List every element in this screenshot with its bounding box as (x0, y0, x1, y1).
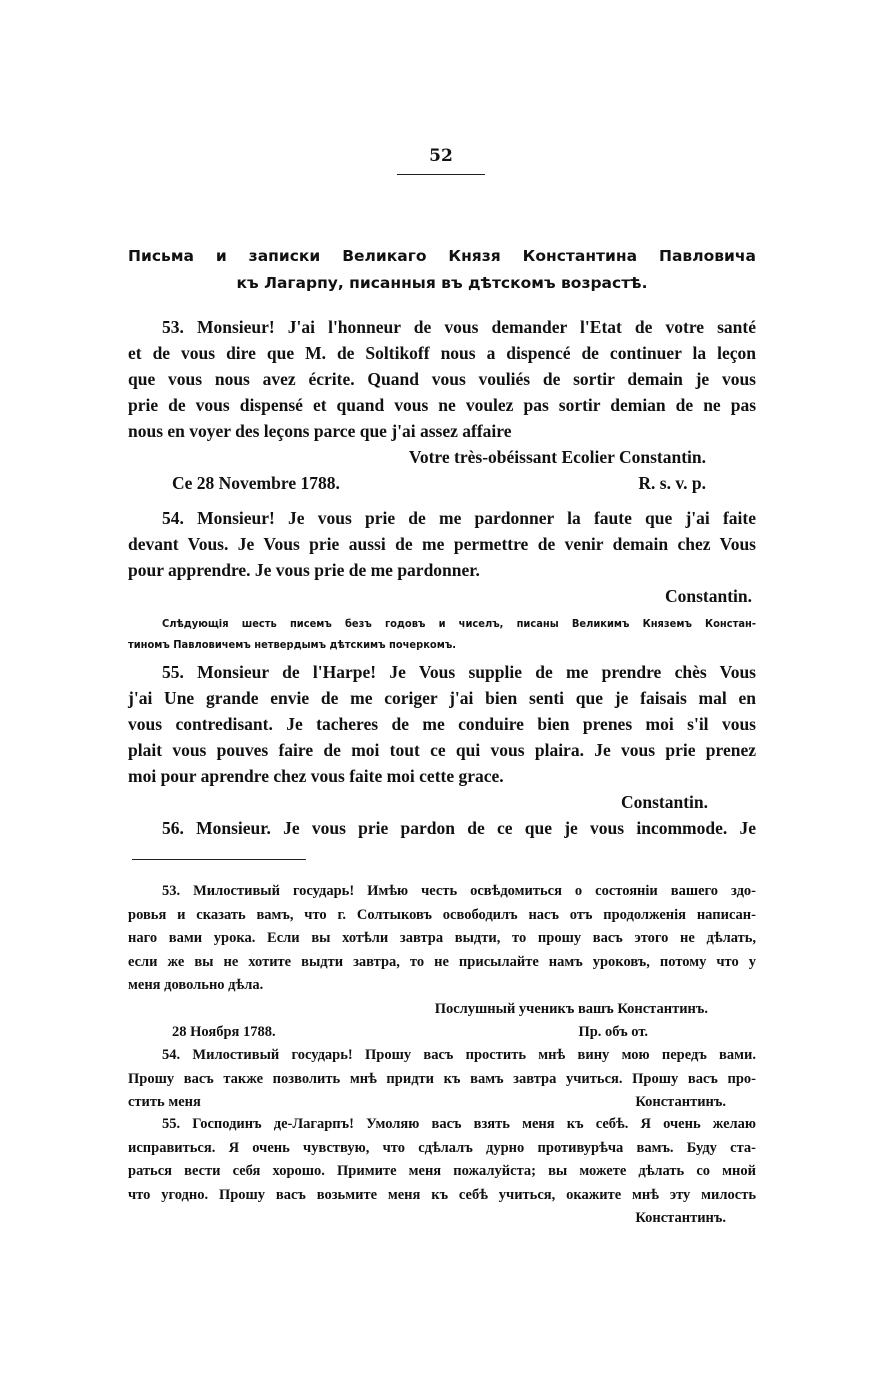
letter-signature: Constantin. (664, 586, 752, 606)
footnote-55 (128, 1113, 756, 1231)
footnote-line: исправиться. Я очень чувствую, что сдѣлалъ дурно противурѣча вамъ. Буду ста- (128, 1139, 756, 1156)
footnote-line: Прошу васъ также позволить мнѣ придти къ вамъ завтра учиться. Прошу васъ про- (128, 1070, 756, 1087)
letter-53 (128, 314, 756, 496)
letter-date: Ce 28 Novembre 1788. (172, 473, 340, 493)
footnote-line: 53. Милостивый государь! Имѣю честь освѣдомиться о состояніи вашего здо- (162, 883, 756, 899)
letter-rsvp: R. s. v. p. (638, 473, 706, 493)
note-line: Слѣдующія шесть писемъ безъ годовъ и чиселъ, писаны Великимъ Княземъ Констан- (162, 617, 756, 630)
footnote-line: 55. Господинъ де-Лагарпъ! Умоляю васъ взять меня къ себѣ. Я очень желаю (162, 1116, 756, 1132)
footnote-54 (128, 1044, 756, 1113)
footnotes (128, 880, 756, 1231)
letter-signature: Votre très-obéissant Ecolier Constantin. (408, 447, 706, 467)
footnote-line: если же вы не хотите выдти завтра, то не присылайте намъ уроковъ, потому что у (128, 953, 756, 970)
footnote-line: раться вести себя хорошо. Примите меня пожалуйста; вы можете дѣлать со мной (128, 1163, 756, 1179)
letter-55 (128, 659, 756, 815)
text-line: que vous nous avez écrite. Quand vous vouliés de sortir demain je vous (128, 369, 756, 389)
text-line: 54. Monsieur! Je vous prie de me pardonner la faute que j'ai faite (162, 508, 756, 528)
text-line: prie de vous dispensé et quand vous ne voulez pas sortir demian de ne pas (128, 395, 756, 415)
text-line: moi pour aprendre chez vous faite moi cette grace. (128, 766, 504, 786)
footnote-line: что угодно. Прошу васъ возьмите меня къ себѣ учиться, окажите мнѣ эту милость (128, 1186, 756, 1203)
text-line: 56. Monsieur. Je vous prie pardon de ce que je vous incommode. Je (162, 818, 756, 838)
title-line: Письма и записки Великаго Князя Константина Павловича (128, 247, 756, 265)
text-line: devant Vous. Je Vous prie aussi de me permettre de venir demain chez Vous (128, 534, 756, 554)
letter-dateline (128, 470, 756, 496)
main-text (128, 314, 756, 841)
footnote-rule (132, 859, 306, 860)
footnote-signature: Константинъ. (635, 1210, 726, 1226)
footnote-line: стить меня (128, 1094, 201, 1110)
page-number: 52 (429, 146, 453, 166)
footnote-line: наго вами урока. Если вы хотѣли завтра выдти, то прошу васъ этого не дѣлать, (128, 930, 756, 946)
footnote-53 (128, 880, 756, 1044)
text-line: et de vous dire que M. de Soltikoff nous a dispencé de continuer la leçon (128, 343, 756, 363)
footnote-date: 28 Ноября 1788. (172, 1024, 276, 1040)
section-title (128, 243, 756, 297)
footnote-rsvp: Пр. объ от. (578, 1024, 648, 1040)
letter-54 (128, 505, 756, 609)
editor-note (128, 613, 756, 655)
footnote-line: меня довольно дѣла. (128, 977, 264, 993)
footnote-signature: Послушный ученикъ вашъ Константинъ. (434, 1000, 708, 1017)
text-line: 55. Monsieur de l'Harpe! Je Vous supplie de me prendre chès Vous (162, 662, 756, 682)
text-line: vous contredisant. Je tacheres de me conduire bien prenes moi s'il vous (128, 714, 756, 734)
title-line: къ Лагарпу, писанныя въ дѣтскомъ возрастѣ. (236, 274, 648, 292)
footnote-signature: Константинъ. (635, 1094, 726, 1110)
text-line: nous en voyer des leçons parce que j'ai assez affaire (128, 421, 512, 441)
text-line: 53. Monsieur! J'ai l'honneur de vous demander l'Etat de votre santé (162, 317, 756, 337)
note-line: тиномъ Павловичемъ нетвердымъ дѣтскимъ почеркомъ. (128, 638, 457, 651)
letter-56 (128, 815, 756, 841)
footnote-line: ровья и сказать вамъ, что г. Солтыковъ освободилъ насъ отъ продолженія написан- (128, 906, 756, 923)
footnote-line: 54. Милостивый государь! Прошу васъ простить мнѣ вину мою передъ вами. (162, 1047, 756, 1063)
text-line: j'ai Une grande envie de me coriger j'ai bien senti que je faisais mal en (128, 688, 756, 708)
text-line: pour apprendre. Je vous prie de me pardonner. (128, 560, 480, 580)
text-line: plait vous pouves faire de moi tout ce qui vous plaira. Je vous prie prenez (128, 740, 756, 760)
letter-signature: Constantin. (620, 792, 708, 812)
page-number-rule (397, 174, 485, 175)
footnote-dateline (128, 1021, 756, 1044)
